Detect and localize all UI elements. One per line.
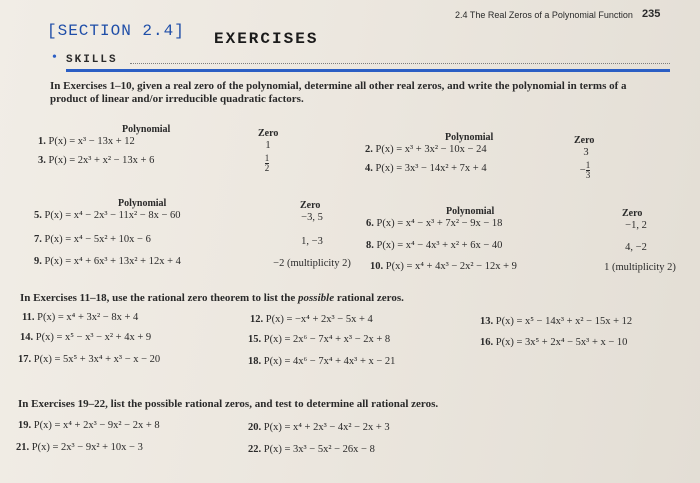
exercise-10 xyxy=(370,261,517,272)
exercise-polynomial: P(x) = x⁴ − x³ + 7x² − 9x − 18 xyxy=(376,218,503,229)
exercise-14 xyxy=(20,332,151,343)
exercise-number: 14. xyxy=(20,332,34,343)
exercise-number: 16. xyxy=(480,337,494,348)
exercise-8 xyxy=(366,240,502,251)
section-title: EXERCISES xyxy=(214,30,319,48)
zero-heading-left-2: Zero xyxy=(300,200,321,211)
exercise-number: 11. xyxy=(22,312,35,323)
running-header-title: 2.4 The Real Zeros of a Polynomial Function xyxy=(455,10,633,20)
exercise-16 xyxy=(480,337,627,348)
exercise-number: 10. xyxy=(370,261,384,272)
polynomial-heading-right: Polynomial xyxy=(445,132,494,143)
skills-instructions-line2: product of linear and/or irreducible quadratic factors. xyxy=(50,93,304,105)
exercise-number: 8. xyxy=(366,240,374,251)
fraction-one-third: $\frac{1}{3}$ xyxy=(585,160,591,180)
zero-heading-left: Zero xyxy=(258,128,279,139)
exercise-number: 6. xyxy=(366,218,374,229)
exercise-polynomial: P(x) = x³ − 13x + 12 xyxy=(48,136,135,147)
exercise-10-zero: 1 (multiplicity 2) xyxy=(604,262,676,273)
skills-instructions-line1: In Exercises 1–10, given a real zero of the polynomial, determine all other real zeros, and write the polynomial in terms of a xyxy=(50,80,627,92)
exercise-polynomial: P(x) = 5x⁵ + 3x⁴ + x³ − x − 20 xyxy=(33,354,161,365)
exercise-3-zero xyxy=(255,154,279,173)
exercise-polynomial: P(x) = x⁴ − 5x² + 10x − 6 xyxy=(44,234,151,245)
rational-zero-instructions: In Exercises 11–18, use the rational zero theorem to list the possible rational zeros. xyxy=(20,292,404,304)
exercise-4 xyxy=(365,163,487,174)
exercise-22 xyxy=(248,444,375,455)
polynomial-heading-left: Polynomial xyxy=(122,124,171,135)
exercise-number: 22. xyxy=(248,444,262,455)
exercise-9 xyxy=(34,256,181,267)
exercise-15 xyxy=(248,334,390,345)
exercise-20 xyxy=(248,422,390,433)
exercise-19 xyxy=(18,420,160,431)
exercise-6-zero: −1, 2 xyxy=(625,220,647,231)
exercise-number: 2. xyxy=(365,144,373,155)
exercise-4-zero: − $\frac{1}{3}$ xyxy=(579,160,591,180)
section-tag: [SECTION 2.4] xyxy=(47,22,185,40)
exercise-polynomial: P(x) = x⁴ − 2x³ − 11x² − 8x − 60 xyxy=(44,210,181,221)
exercise-polynomial: P(x) = x⁴ − 4x³ + x² + 6x − 40 xyxy=(376,240,503,251)
exercise-12 xyxy=(250,314,373,325)
exercise-5-zero: −3, 5 xyxy=(301,212,323,223)
exercise-number: 18. xyxy=(248,356,262,367)
fraction-one-half: $\frac{1}{2}$ xyxy=(264,153,270,173)
exercise-number: 15. xyxy=(248,334,262,345)
exercise-1-zero: 1 xyxy=(265,140,271,151)
exercise-7-zero: 1, −3 xyxy=(301,236,323,247)
exercise-number: 5. xyxy=(34,210,42,221)
exercise-17 xyxy=(18,354,160,365)
exercise-number: 19. xyxy=(18,420,32,431)
exercise-number: 21. xyxy=(16,442,30,453)
exercise-number: 4. xyxy=(365,163,373,174)
exercise-2-zero: 3 xyxy=(583,147,589,158)
exercise-3 xyxy=(38,155,154,166)
exercise-polynomial: P(x) = x³ + 3x² − 10x − 24 xyxy=(375,144,487,155)
exercise-21 xyxy=(16,442,143,453)
exercise-polynomial: P(x) = x⁴ + 2x³ − 9x² − 2x + 8 xyxy=(33,420,160,431)
zero-heading-right-2: Zero xyxy=(622,208,643,219)
exercise-polynomial: P(x) = 2x³ + x² − 13x + 6 xyxy=(48,155,155,166)
exercise-13 xyxy=(480,316,632,327)
exercise-polynomial: P(x) = x⁴ + 4x³ − 2x² − 12x + 9 xyxy=(385,261,517,272)
exercise-polynomial: P(x) = −x⁴ + 2x³ − 5x + 4 xyxy=(265,314,373,325)
exercise-polynomial: P(x) = 2x³ − 9x² + 10x − 3 xyxy=(31,442,143,453)
exercise-1 xyxy=(38,136,135,147)
exercise-number: 13. xyxy=(480,316,494,327)
skills-label: SKILLS xyxy=(66,54,118,66)
exercise-number: 12. xyxy=(250,314,264,325)
exercise-polynomial: P(x) = x⁴ + 6x³ + 13x² + 12x + 4 xyxy=(44,256,181,267)
dotted-rule xyxy=(130,63,670,64)
exercise-7 xyxy=(34,234,151,245)
exercise-polynomial: P(x) = 4x⁶ − 7x⁴ + 4x³ + x − 21 xyxy=(263,356,396,367)
exercise-11 xyxy=(22,312,138,323)
exercise-8-zero: 4, −2 xyxy=(625,242,647,253)
exercise-number: 9. xyxy=(34,256,42,267)
exercise-number: 7. xyxy=(34,234,42,245)
test-zeros-instructions: In Exercises 19–22, list the possible rational zeros, and test to determine all rational zeros. xyxy=(18,398,439,410)
polynomial-heading-right-2: Polynomial xyxy=(446,206,495,217)
bullet-icon: • xyxy=(52,50,57,65)
exercise-number: 20. xyxy=(248,422,262,433)
exercise-number: 1. xyxy=(38,136,46,147)
exercise-polynomial: P(x) = x⁵ − 14x³ + x² − 15x + 12 xyxy=(495,316,633,327)
exercise-6 xyxy=(366,218,502,229)
section-rule xyxy=(66,69,670,72)
exercise-polynomial: P(x) = 2x⁶ − 7x⁴ + x³ − 2x + 8 xyxy=(263,334,391,345)
exercise-polynomial: P(x) = x⁵ − x³ − x² + 4x + 9 xyxy=(35,332,152,343)
zero-heading-right: Zero xyxy=(574,135,595,146)
exercise-9-zero: −2 (multiplicity 2) xyxy=(273,258,351,269)
exercise-2 xyxy=(365,144,487,155)
exercise-polynomial: P(x) = 3x³ − 14x² + 7x + 4 xyxy=(375,163,487,174)
exercise-number: 3. xyxy=(38,155,46,166)
exercise-polynomial: P(x) = 3x³ − 5x² − 26x − 8 xyxy=(263,444,375,455)
exercise-18 xyxy=(248,356,395,367)
exercise-5 xyxy=(34,210,181,221)
exercise-polynomial: P(x) = x⁴ + 3x² − 8x + 4 xyxy=(37,312,139,323)
exercise-polynomial: P(x) = 3x⁵ + 2x⁴ − 5x³ + x − 10 xyxy=(495,337,628,348)
exercise-number: 17. xyxy=(18,354,32,365)
page-number: 235 xyxy=(642,8,661,20)
polynomial-heading-left-2: Polynomial xyxy=(118,198,167,209)
exercise-polynomial: P(x) = x⁴ + 2x³ − 4x² − 2x + 3 xyxy=(263,422,390,433)
